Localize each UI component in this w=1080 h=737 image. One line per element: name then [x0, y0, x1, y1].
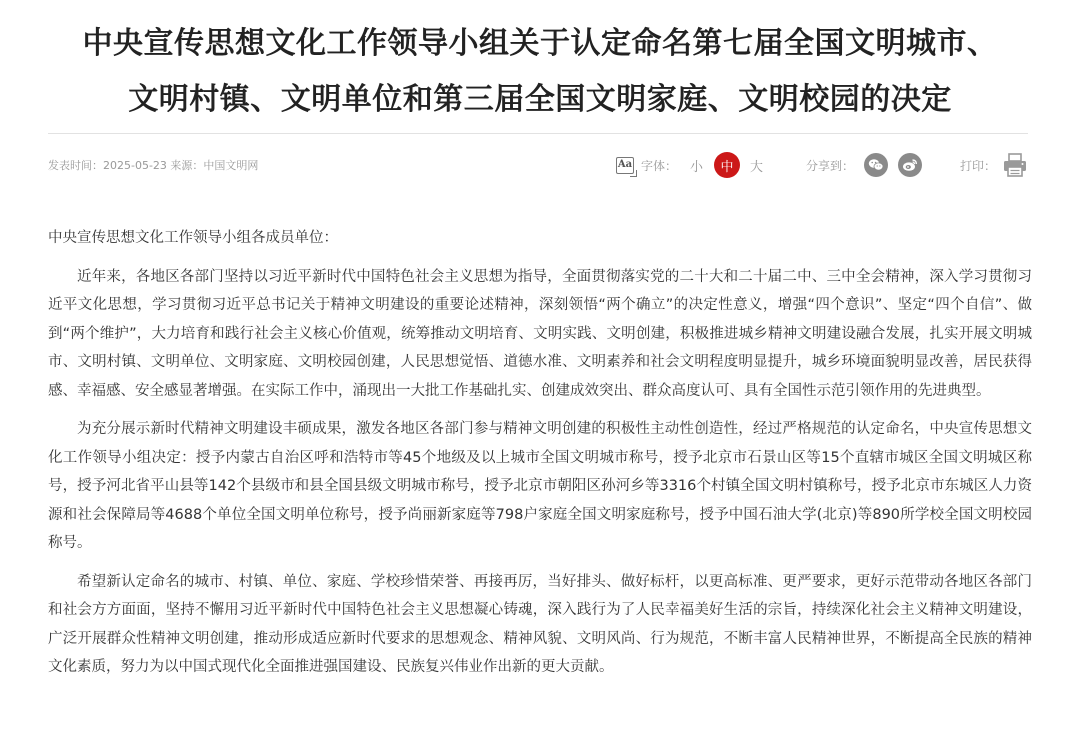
- font-size-small-button[interactable]: [690, 150, 703, 180]
- share-weibo-button[interactable]: [898, 150, 922, 180]
- title-line-1: 中央宣传思想文化工作领导小组关于认定命名第七届全国文明城市、: [82, 26, 998, 61]
- font-size-medium-button[interactable]: [714, 150, 740, 180]
- printer-icon: [1002, 153, 1028, 177]
- article-toolbar: [0, 150, 1080, 180]
- share-label: 分享到：: [806, 158, 855, 173]
- paragraph-3: 希望新认定命名的城市、村镇、单位、家庭、学校珍惜荣誉、再接再厉，当好排头、做好标杆，以更高标准、更严要求，更好示范带动各地区各部门和社会方方面面，坚持不懈用习近平新时代中国特色社会主义思想凝心铸魂，深入践行为了人民幸福美好生活的宗旨，持续深化社会主义精神文明建设，广泛开展群众性精神文明创建，推动形成适应新时代要求的思想观念、精神风貌、文明风尚、行为规范，不断丰富人民精神世界，不断提高全民族的精神文化素质，努力为以中国式现代化全面推进强国建设、民族复兴伟业作出新的更大贡献。: [48, 573, 1032, 675]
- font-label: 字体：: [641, 158, 678, 173]
- article-body: [48, 224, 1032, 692]
- article-meta: 发表时间：2025-05-23 来源：中国文明网: [48, 159, 259, 172]
- wechat-icon: [864, 153, 888, 177]
- font-size-icon: Aa: [616, 157, 634, 174]
- title-divider: [48, 133, 1028, 134]
- salutation: 中央宣传思想文化工作领导小组各成员单位：: [48, 230, 338, 246]
- article-title: [48, 16, 1032, 128]
- share-wechat-button[interactable]: [864, 150, 888, 180]
- font-size-medium-label: 中: [714, 152, 740, 178]
- font-size-large-button[interactable]: [750, 150, 763, 180]
- font-size-small-label: 小: [690, 159, 704, 175]
- title-line-2: 文明村镇、文明单位和第三届全国文明家庭、文明校园的决定: [128, 82, 952, 117]
- font-size-large-label: 大: [750, 159, 764, 175]
- print-label: 打印：: [960, 158, 997, 173]
- print-button[interactable]: [1002, 150, 1028, 180]
- weibo-icon: [898, 153, 922, 177]
- font-size-control: [616, 150, 634, 180]
- paragraph-2: 为充分展示新时代精神文明建设丰硕成果，激发各地区各部门参与精神文明创建的积极性主动性创造性，经过严格规范的认定命名，中央宣传思想文化工作领导小组决定：授予内蒙古自治区呼和浩特市等45个地级及以上城市全国文明城市称号，授予北京市石景山区等15个直辖市城区全国文明城区称号，授予河北省平山县等142个县级市和县全国县级文明城市称号，授予北京市朝阳区孙河乡等3316个村镇全国文明村镇称号，授予北京市东城区人力资源和社会保障局等4688个单位全国文明单位称号，授予尚丽新家庭等798户家庭全国文明家庭称号，授予中国石油大学(北京)等890所学校全国文明校园称号。: [48, 421, 1032, 551]
- paragraph-1: 近年来，各地区各部门坚持以习近平新时代中国特色社会主义思想为指导，全面贯彻落实党的二十大和二十届二中、三中全会精神，深入学习贯彻习近平文化思想，学习贯彻习近平总书记关于精神文明建设的重要论述精神，深刻领悟“两个确立”的决定性意义，增强“四个意识”、坚定“四个自信”、做到“两个维护”，大力培育和践行社会主义核心价值观，统筹推动文明培育、文明实践、文明创建，积极推进城乡精神文明建设融合发展，扎实开展文明城市、文明村镇、文明单位、文明家庭、文明校园创建，人民思想觉悟、道德水准、文明素养和社会文明程度明显提升，城乡环境面貌明显改善，居民获得感、幸福感、安全感显著增强。在实际工作中，涌现出一大批工作基础扎实、创建成效突出、群众高度认可、具有全国性示范引领作用的先进典型。: [48, 268, 1032, 399]
